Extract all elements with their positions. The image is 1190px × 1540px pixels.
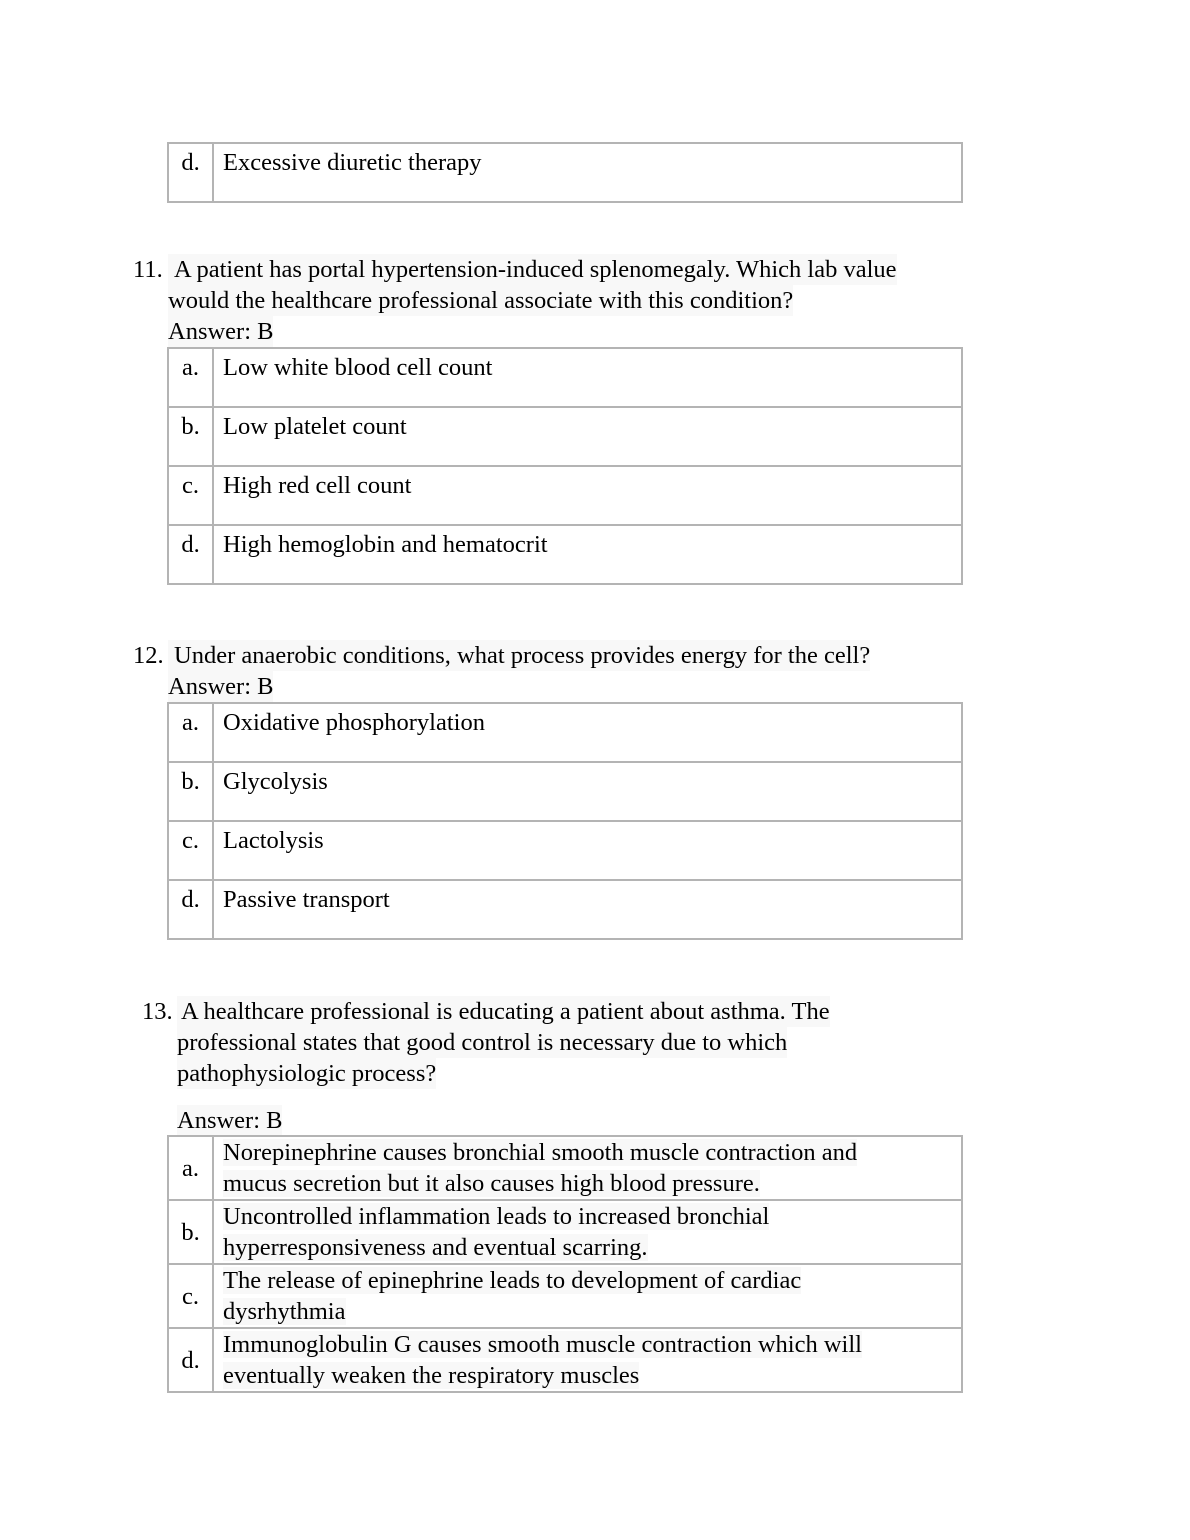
question-text-line: Under anaerobic conditions, what process provides energy for the cell?	[168, 640, 870, 671]
option-row	[168, 525, 962, 584]
option-text: Lactolysis	[223, 827, 324, 854]
option-text: Low white blood cell count	[223, 354, 493, 381]
question-text-line: A patient has portal hypertension-induced splenomegaly. Which lab value	[168, 254, 897, 285]
option-letter: c.	[182, 472, 199, 499]
question-12-options-table	[167, 702, 963, 940]
option-text: Excessive diuretic therapy	[223, 149, 482, 176]
option-row	[168, 821, 962, 880]
option-text-line: eventually weaken the respiratory muscles	[223, 1362, 640, 1389]
option-letter: d.	[181, 531, 200, 558]
option-text: Low platelet count	[223, 413, 407, 440]
option-text-line: The release of epinephrine leads to development of cardiac	[223, 1267, 802, 1294]
question-number: 13.	[142, 998, 173, 1025]
option-letter: a.	[182, 1154, 199, 1182]
option-row	[168, 880, 962, 939]
answer-label: Answer: B	[168, 318, 274, 345]
option-letter: d.	[181, 149, 200, 176]
answer-label: Answer: B	[168, 673, 274, 700]
answer-label: Answer: B	[177, 1107, 283, 1134]
option-text-line: dysrhythmia	[223, 1298, 346, 1325]
option-text-line: Norepinephrine causes bronchial smooth muscle contraction and	[223, 1139, 858, 1166]
question-text-line: A healthcare professional is educating a patient about asthma. The	[177, 996, 830, 1027]
option-letter: c.	[182, 1282, 199, 1310]
option-row	[168, 348, 962, 407]
option-row	[168, 703, 962, 762]
question-text-line: would the healthcare professional associate with this condition?	[168, 287, 794, 314]
option-row	[168, 407, 962, 466]
option-letter: b.	[181, 413, 200, 440]
option-text-line: Immunoglobulin G causes smooth muscle contraction which will	[223, 1331, 862, 1358]
question-11-options-table	[167, 347, 963, 585]
option-text: Oxidative phosphorylation	[223, 709, 485, 736]
option-row	[168, 1136, 962, 1200]
prev-question-options-table	[167, 142, 963, 203]
option-text-line: hyperresponsiveness and eventual scarring.	[223, 1234, 648, 1261]
option-row	[168, 466, 962, 525]
option-row	[168, 1328, 962, 1392]
option-text: High red cell count	[223, 472, 412, 499]
question-13-options-table	[167, 1135, 963, 1393]
option-letter: a.	[182, 354, 199, 381]
option-row	[168, 143, 962, 202]
option-letter: c.	[182, 827, 199, 854]
option-letter: d.	[181, 1346, 200, 1374]
option-letter: b.	[181, 768, 200, 795]
option-row	[168, 1264, 962, 1328]
option-letter: d.	[181, 886, 200, 913]
option-letter: a.	[182, 709, 199, 736]
question-text-line: professional states that good control is necessary due to which	[177, 1029, 788, 1056]
question-text-line: pathophysiologic process?	[177, 1060, 437, 1087]
question-number: 11.	[133, 256, 163, 283]
option-text: Passive transport	[223, 886, 390, 913]
option-row	[168, 1200, 962, 1264]
option-text-line: mucus secretion but it also causes high blood pressure.	[223, 1170, 760, 1197]
option-text: High hemoglobin and hematocrit	[223, 531, 548, 558]
option-letter: b.	[181, 1218, 200, 1246]
option-text: Glycolysis	[223, 768, 328, 795]
option-row	[168, 762, 962, 821]
question-number: 12.	[133, 642, 164, 669]
option-text-line: Uncontrolled inflammation leads to increased bronchial	[223, 1203, 770, 1230]
